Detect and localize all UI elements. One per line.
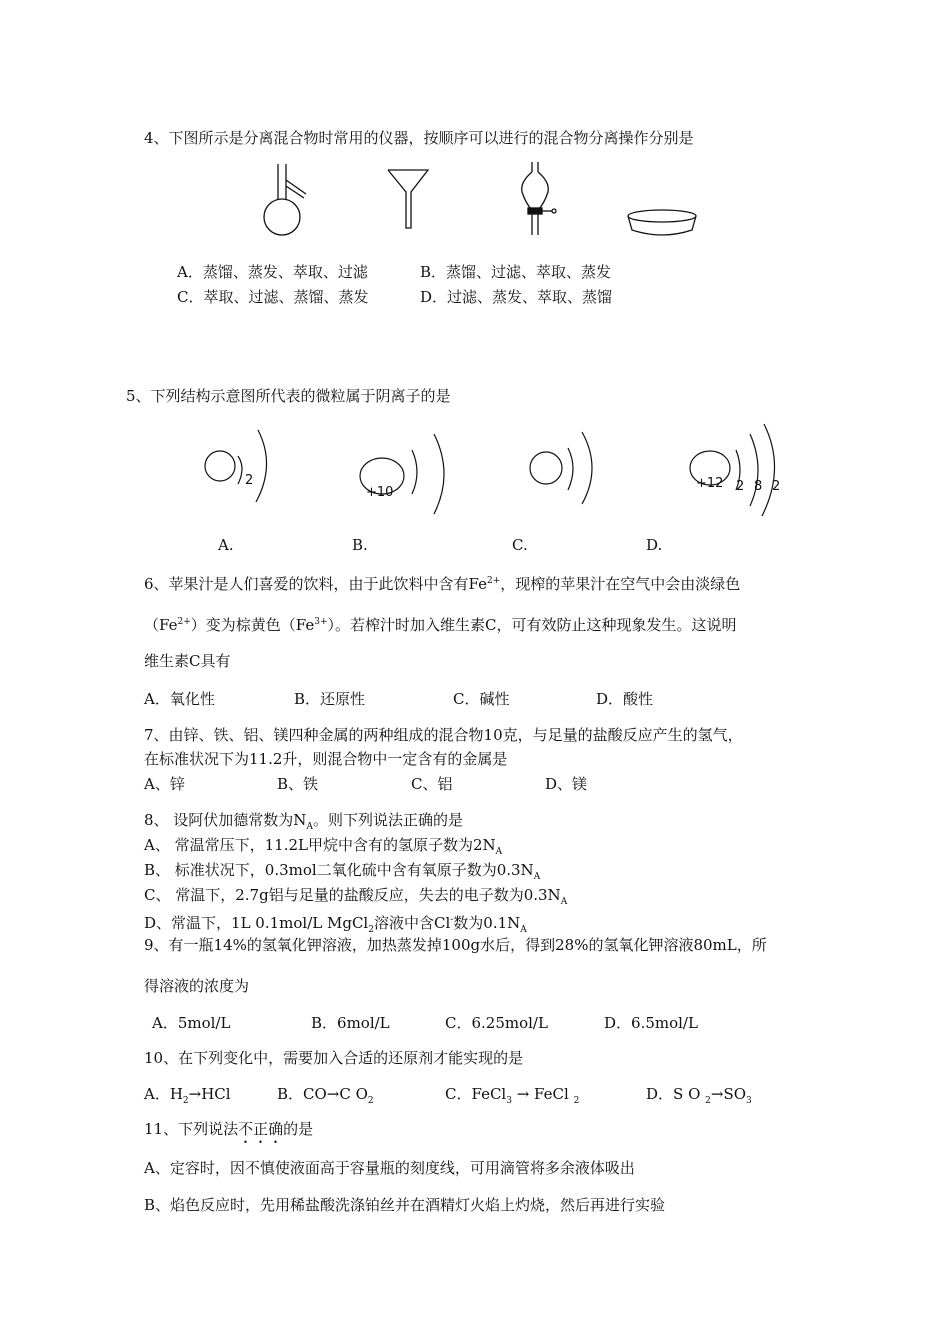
q9-option-c: C．6.25mol/L (445, 1014, 548, 1032)
q5-label-d: D. (646, 536, 663, 554)
structure-c (530, 432, 592, 504)
evaporating-dish-icon (628, 210, 696, 235)
structure-d-shell-2: 8 (754, 479, 763, 494)
q7-option-b: B、铁 (277, 775, 319, 793)
q11-stem: 11、下列说法不正确的是 (144, 1120, 314, 1138)
separatory-funnel-icon (522, 162, 556, 235)
q6-option-a: A．氧化性 (144, 690, 215, 708)
q6-line-3: 维生素C具有 (144, 652, 231, 670)
q4-stem: 4、下图所示是分离混合物时常用的仪器，按顺序可以进行的混合物分离操作分别是 (144, 129, 694, 147)
q9-line-1: 9、有一瓶14%的氢氧化钾溶液，加热蒸发掉100g水后，得到28%的氢氧化钾溶液80mL，所 (144, 936, 767, 954)
q10-option-a: A．$H_2\to HCl$ (144, 1085, 231, 1106)
q6-option-d: D．酸性 (596, 690, 654, 708)
q9-line-2: 得溶液的浓度为 (144, 977, 250, 995)
funnel-icon (388, 170, 428, 228)
q6-option-b: B．还原性 (294, 690, 366, 708)
structure-d-shell-1: 2 (736, 479, 745, 494)
q6-option-c: C．碱性 (453, 690, 510, 708)
q5-structure-diagrams (190, 420, 810, 520)
q6-line-1: 6、苹果汁是人们喜爱的饮料，由于此饮料中含有$Fe^{2+}$，现榨的苹果汁在空气中会由淡绿色 (144, 575, 741, 593)
q11-option-b: B、焰色反应时，先用稀盐酸洗涤铂丝并在酒精灯火焰上灼烧，然后再进行实验 (144, 1196, 666, 1214)
q4-apparatus (250, 160, 700, 242)
q7-option-c: C、铝 (411, 775, 453, 793)
q5-stem: 5、下列结构示意图所代表的微粒属于阴离子的是 (126, 387, 451, 405)
structure-b (360, 434, 444, 514)
q4-option-c: C．萃取、过滤、蒸馏、蒸发 (177, 288, 369, 306)
structure-d (690, 424, 775, 516)
q10-stem: 10、在下列变化中，需要加入合适的还原剂才能实现的是 (144, 1049, 524, 1067)
structure-d-nucleus: +12 (696, 476, 724, 491)
q10-option-c: C．FeCl$_3$ → FeCl $_2$ (445, 1085, 580, 1106)
q7-line-2: 在标准状况下为11.2升，则混合物中一定含有的金属是 (144, 750, 508, 768)
q5-label-c: C. (512, 536, 528, 554)
q4-option-d: D．过滤、蒸发、萃取、蒸馏 (420, 288, 613, 306)
q10-option-b: B．CO→C $O_2$ (277, 1085, 374, 1106)
q4-option-b: B．蒸馏、过滤、萃取、蒸发 (420, 263, 612, 281)
q6-line-2: $(Fe^{2+})$变为棕黄色$(Fe^{3+})$。若榨汁时加入维生素C，可有效防止这种现象发生。这说明 (144, 616, 737, 634)
q8-stem: 8、 设阿伏加德常数为$N_A$。则下列说法正确的是 (144, 811, 463, 832)
q8-option-c: C、 常温下，2.7g铝与足量的盐酸反应，失去的电子数为$0.3N_A$ (144, 886, 568, 907)
structure-a (205, 430, 267, 502)
q5-label-a: A. (218, 536, 234, 554)
q11-option-a: A、定容时，因不慎使液面高于容量瓶的刻度线，可用滴管将多余液体吸出 (144, 1159, 635, 1177)
q7-option-d: D、镁 (545, 775, 588, 793)
q9-option-a: A．5mol/L (152, 1014, 231, 1032)
structure-b-nucleus: +10 (366, 485, 394, 500)
q4-option-a: A．蒸馏、蒸发、萃取、过滤 (177, 263, 368, 281)
q7-option-a: A、锌 (144, 775, 185, 793)
structure-d-shell-3: 2 (772, 479, 781, 494)
q9-option-b: B．6mol/L (311, 1014, 390, 1032)
q8-option-d: D、常温下，1L 0.1mol/L MgCl$_2$溶液中含Cl-数为$0.1N_A$ (144, 914, 527, 935)
q8-option-b: B、 标准状况下，0.3mol二氧化硫中含有氧原子数为$0.3N_A$ (144, 861, 541, 882)
q5-label-b: B. (352, 536, 368, 554)
q11-emphasis: 不正确 (238, 1120, 284, 1138)
q9-option-d: D．6.5mol/L (604, 1014, 698, 1032)
distillation-flask-icon (264, 164, 306, 235)
q10-option-d: D．S O $_2\to SO_3$ (646, 1085, 752, 1106)
structure-a-shell: 2 (245, 473, 254, 488)
q7-line-1: 7、由锌、铁、铝、镁四种金属的两种组成的混合物10克，与足量的盐酸反应产生的氢气， (144, 726, 743, 744)
q8-option-a: A、 常温常压下，11.2L甲烷中含有的氢原子数为$2N_A$ (144, 836, 503, 857)
